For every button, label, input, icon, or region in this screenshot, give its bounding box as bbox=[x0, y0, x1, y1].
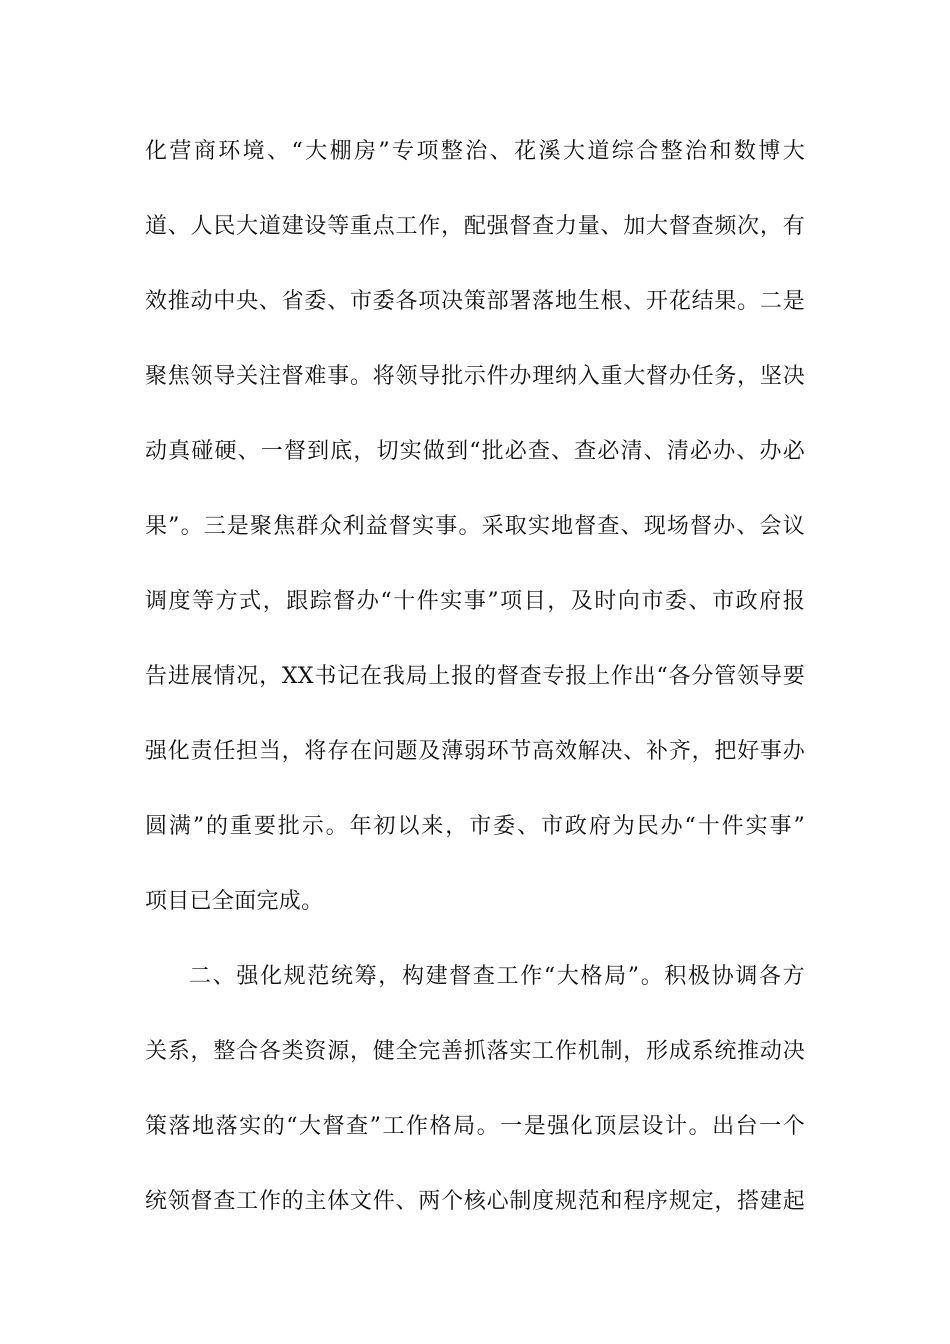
text-line: 聚焦领导关注督难事。将领导批示件办理纳入重大督办任务，坚决 bbox=[145, 364, 805, 389]
text-line: 效推动中央、省委、市委各项决策部署落地生根、开花结果。二是 bbox=[145, 289, 805, 314]
section-heading-line: 二、强化规范统筹，构建督查工作“大格局”。积极协调各方 bbox=[189, 964, 805, 989]
text-line: 策落地落实的“大督查”工作格局。一是强化顶层设计。出台一个 bbox=[145, 1114, 805, 1139]
text-line: 果”。三是聚焦群众利益督实事。采取实地督查、现场督办、会议 bbox=[145, 514, 805, 539]
text-line: 告进展情况，XX书记在我局上报的督查专报上作出“各分管领导要 bbox=[145, 664, 805, 689]
text-line: 强化责任担当，将存在问题及薄弱环节高效解决、补齐，把好事办 bbox=[145, 739, 805, 764]
text-line: 关系，整合各类资源，健全完善抓落实工作机制，形成系统推动决 bbox=[145, 1039, 805, 1064]
text-line: 统领督查工作的主体文件、两个核心制度规范和程序规定，搭建起 bbox=[145, 1189, 805, 1214]
text-line: 调度等方式，跟踪督办“十件实事”项目，及时向市委、市政府报 bbox=[145, 589, 805, 614]
text-line: 道、人民大道建设等重点工作，配强督查力量、加大督查频次，有 bbox=[145, 214, 805, 239]
text-line-paragraph-end: 项目已全面完成。 bbox=[145, 889, 324, 914]
text-line: 圆满”的重要批示。年初以来，市委、市政府为民办“十件实事” bbox=[145, 814, 805, 839]
body-text bbox=[145, 130, 805, 1255]
text-line: 动真碰硬、一督到底，切实做到“批必查、查必清、清必办、办必 bbox=[145, 439, 805, 464]
text-line: 化营商环境、“大棚房”专项整治、花溪大道综合整治和数博大 bbox=[145, 139, 805, 164]
